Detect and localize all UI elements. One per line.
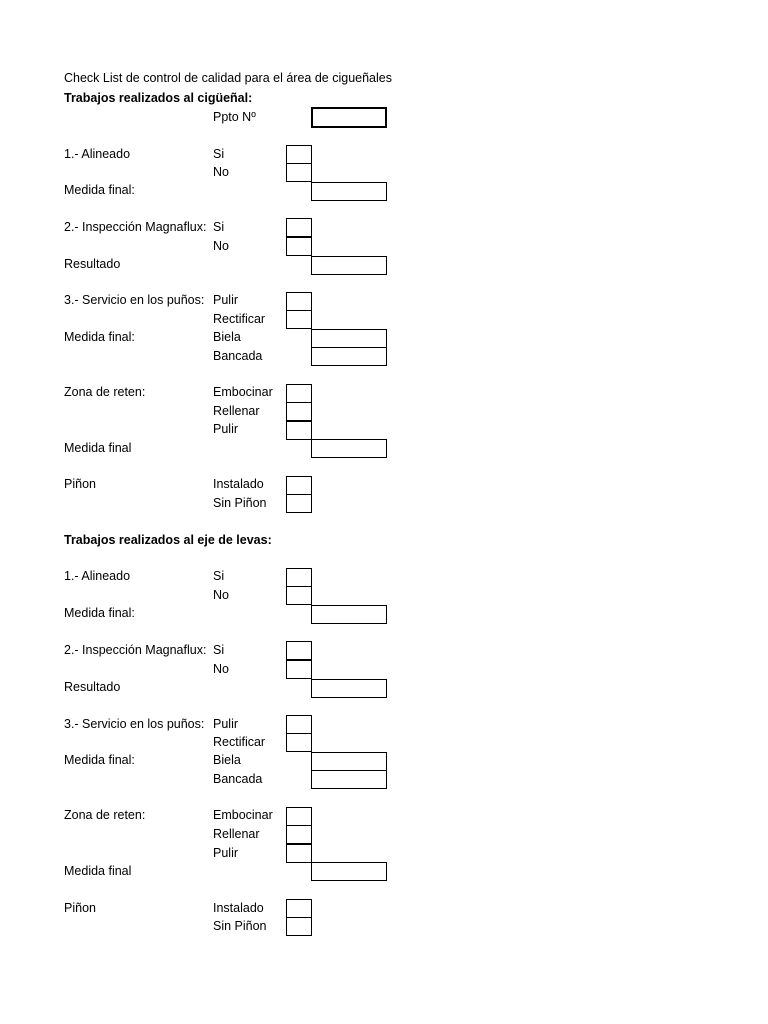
punos-rectificar-checkbox[interactable] [286,310,312,329]
levas-punos-biela-label: Biela [213,753,241,767]
magnaflux-si-checkbox[interactable] [286,218,312,237]
levas-alineado-no-label: No [213,588,229,602]
levas-punos-label: 3.- Servicio en los puños: [64,717,205,731]
alineado-final-input[interactable] [311,182,387,201]
ppto-label: Ppto Nº [213,110,256,124]
levas-pinon-instalado-label: Instalado [213,901,264,915]
alineado-si-checkbox[interactable] [286,145,312,164]
levas-alineado-label: 1.- Alineado [64,569,131,583]
levas-alineado-final-input[interactable] [311,605,387,624]
reten-rellenar-checkbox[interactable] [286,402,312,421]
levas-magnaflux-si-label: Si [213,643,225,657]
section-heading-ciguenal: Trabajos realizados al cigüeñal: [64,91,253,105]
levas-pinon-sin-label: Sin Piñon [213,919,267,933]
magnaflux-result-label: Resultado [64,257,121,271]
pinon-sin-label: Sin Piñon [213,496,267,510]
page-title: Check List de control de calidad para el área de cigueñales [64,71,392,85]
reten-pulir-checkbox[interactable] [286,421,312,440]
punos-pulir-label: Pulir [213,293,239,307]
levas-reten-rellenar-checkbox[interactable] [286,825,312,844]
levas-pinon-sin-checkbox[interactable] [286,917,312,936]
levas-magnaflux-no-label: No [213,662,229,676]
levas-pinon-instalado-checkbox[interactable] [286,899,312,918]
magnaflux-no-label: No [213,239,229,253]
levas-magnaflux-si-checkbox[interactable] [286,641,312,660]
levas-reten-rellenar-label: Rellenar [213,827,260,841]
punos-biela-label: Biela [213,330,241,344]
punos-label: 3.- Servicio en los puños: [64,293,205,307]
levas-punos-rectificar-checkbox[interactable] [286,733,312,752]
levas-alineado-si-label: Si [213,569,225,583]
reten-rellenar-label: Rellenar [213,404,260,418]
magnaflux-si-label: Si [213,220,225,234]
alineado-label: 1.- Alineado [64,147,131,161]
pinon-instalado-checkbox[interactable] [286,476,312,495]
levas-reten-embocinar-checkbox[interactable] [286,807,312,826]
punos-final-label: Medida final: [64,330,135,344]
pinon-label: Piñon [64,477,96,491]
punos-rectificar-label: Rectificar [213,312,266,326]
reten-embocinar-checkbox[interactable] [286,384,312,403]
levas-punos-pulir-label: Pulir [213,717,239,731]
levas-punos-final-label: Medida final: [64,753,135,767]
levas-reten-pulir-label: Pulir [213,846,239,860]
reten-label: Zona de reten: [64,385,146,399]
alineado-no-label: No [213,165,229,179]
levas-reten-pulir-checkbox[interactable] [286,844,312,863]
magnaflux-label: 2.- Inspección Magnaflux: [64,220,207,234]
punos-bancada-label: Bancada [213,349,263,363]
reten-pulir-label: Pulir [213,422,239,436]
pinon-sin-checkbox[interactable] [286,494,312,513]
punos-pulir-checkbox[interactable] [286,292,312,311]
levas-punos-bancada-input[interactable] [311,770,387,789]
pinon-instalado-label: Instalado [213,477,264,491]
levas-punos-pulir-checkbox[interactable] [286,715,312,734]
levas-reten-final-label: Medida final [64,864,132,878]
levas-punos-biela-input[interactable] [311,752,387,771]
alineado-final-label: Medida final: [64,183,135,197]
reten-final-input[interactable] [311,439,387,458]
alineado-no-checkbox[interactable] [286,163,312,182]
levas-alineado-final-label: Medida final: [64,606,135,620]
levas-reten-label: Zona de reten: [64,808,146,822]
ppto-input[interactable] [311,107,387,128]
levas-reten-embocinar-label: Embocinar [213,808,273,822]
levas-pinon-label: Piñon [64,901,96,915]
reten-final-label: Medida final [64,441,132,455]
levas-magnaflux-result-input[interactable] [311,679,387,698]
levas-reten-final-input[interactable] [311,862,387,881]
punos-biela-input[interactable] [311,329,387,348]
levas-magnaflux-no-checkbox[interactable] [286,660,312,679]
alineado-si-label: Si [213,147,225,161]
section-heading-eje-levas: Trabajos realizados al eje de levas: [64,533,272,547]
magnaflux-result-input[interactable] [311,256,387,275]
levas-magnaflux-label: 2.- Inspección Magnaflux: [64,643,207,657]
reten-embocinar-label: Embocinar [213,385,273,399]
punos-bancada-input[interactable] [311,347,387,366]
levas-punos-rectificar-label: Rectificar [213,735,266,749]
levas-alineado-si-checkbox[interactable] [286,568,312,587]
levas-punos-bancada-label: Bancada [213,772,263,786]
magnaflux-no-checkbox[interactable] [286,237,312,256]
levas-magnaflux-result-label: Resultado [64,680,121,694]
levas-alineado-no-checkbox[interactable] [286,586,312,605]
